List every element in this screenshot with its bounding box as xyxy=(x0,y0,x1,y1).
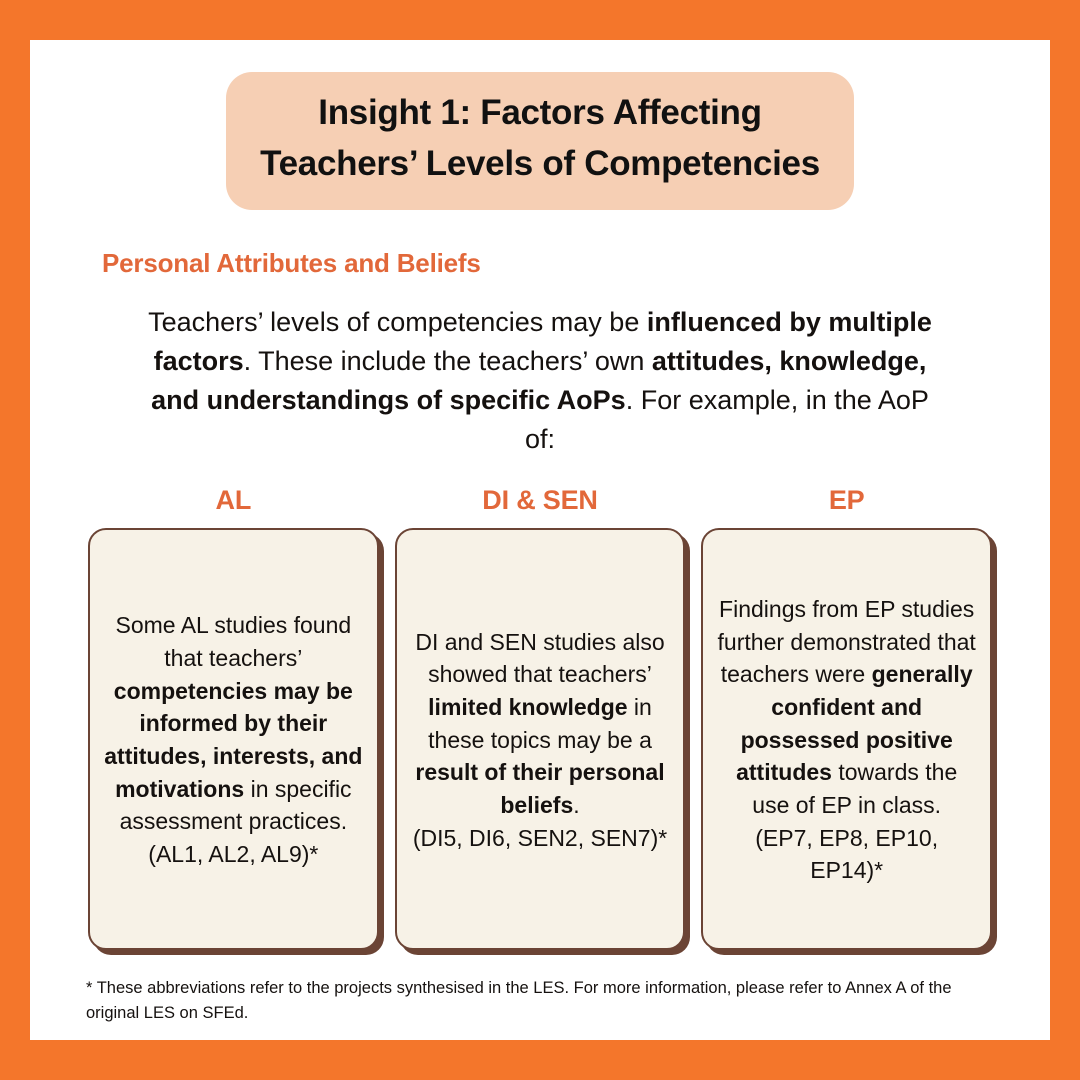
card-al-bold-1: competencies may be informed by their attitudes, interests, and motivations xyxy=(104,677,363,802)
page-title-line-1: Insight 1: Factors Affecting xyxy=(318,93,762,132)
card-ep-text-2: towards the use of EP in class. xyxy=(752,759,958,819)
intro-bold-2: attitudes, knowledge, and understandings of specific AoPs xyxy=(151,345,927,415)
title-badge xyxy=(226,72,854,210)
card-slot-di-sen xyxy=(387,528,694,950)
page-title-line-2: Teachers’ Levels of Competencies xyxy=(260,143,820,183)
intro-text-2: . These include the teachers’ own xyxy=(243,345,652,376)
card-di-sen-text-2: in these topics may be a xyxy=(428,694,652,753)
column-heading-di-sen: DI & SEN xyxy=(482,485,598,516)
card-di-sen xyxy=(395,528,686,950)
intro-bold-1: influenced by multiple factors xyxy=(153,306,932,376)
card-di-sen-text-3: . xyxy=(573,792,580,819)
card-al xyxy=(88,528,379,950)
cards-row xyxy=(80,528,1000,950)
column-heading-ep: EP xyxy=(828,485,865,516)
card-ep-text-1: Findings from EP studies further demonstrated that teachers were xyxy=(717,596,976,688)
intro-paragraph xyxy=(145,303,935,460)
column-headings xyxy=(80,485,1000,516)
card-di-sen-bold-2: result of their personal beliefs xyxy=(415,759,665,819)
card-di-sen-body xyxy=(411,626,670,855)
card-al-body xyxy=(104,609,363,870)
section-heading: Personal Attributes and Beliefs xyxy=(102,247,481,278)
column-heading-al: AL xyxy=(215,485,252,516)
footnote: * These abbreviations refer to the projects synthesised in the LES. For more information, please refer to Annex A of the original LES on SFEd. xyxy=(86,979,952,1022)
card-di-sen-text-1: DI and SEN studies also showed that teachers’ xyxy=(415,628,665,688)
card-di-sen-reference: (DI5, DI6, SEN2, SEN7)* xyxy=(412,824,668,851)
intro-text-1: Teachers’ levels of competencies may be xyxy=(148,306,647,337)
card-ep-body xyxy=(717,593,976,887)
card-slot-ep xyxy=(693,528,1000,950)
card-ep xyxy=(701,528,992,950)
card-al-reference: (AL1, AL2, AL9)* xyxy=(148,841,319,868)
card-al-text-1: Some AL studies found that teachers’ xyxy=(115,612,352,672)
card-ep-reference: (EP7, EP8, EP10, EP14)* xyxy=(755,824,939,884)
card-al-text-2: in specific assessment practices. xyxy=(119,775,352,835)
card-slot-al xyxy=(80,528,387,950)
card-ep-bold-1: generally confident and possessed positive attitudes xyxy=(736,661,973,786)
intro-text-3: . For example, in the AoP of: xyxy=(524,384,929,454)
slide-page xyxy=(30,40,1050,1040)
title-container xyxy=(30,72,1050,210)
card-di-sen-bold-1: limited knowledge xyxy=(428,694,628,721)
